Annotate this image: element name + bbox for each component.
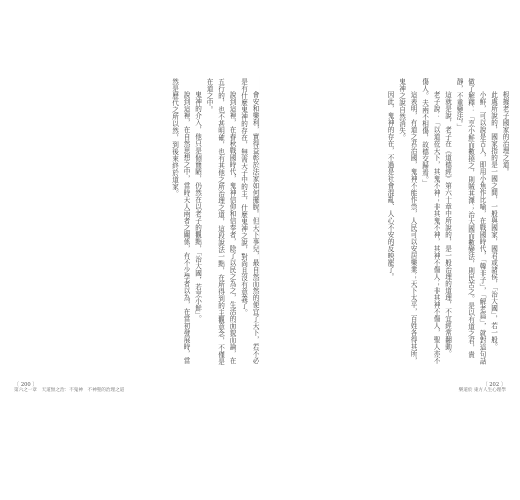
paragraph: 根據老子國家的治理之道。 [501,91,509,176]
left-page [12,78,260,370]
running-title: 第六之一章 天道無之治：不鬼神 不神聖的治理之道 [14,388,125,393]
paragraph: 小鮮，可以說是古人，即用小魚作比喻，在戰國時代，「韓非子」，「解老篇」，就對這句話做了解釋：「烹小鮮而數撓之，則賊其澤；治大國而數變法，則民苦之。是以有道之君，貴靜，不重變法。」 [455,78,486,365]
paragraph: 這表明，有道之君治國，鬼神不能作祟，人民可以安居樂業；天下太平，百姓各得其所，鬼神之說自然消失。 [397,78,417,365]
page-number: 〔 200 〕 [14,382,38,388]
paragraph: 會安和樂利，實得益彰於法家如何擺脫。但天下事兒，最自然而然的便宜了天下，若不必是有什麼鬼神的存在，無需天子中的主，什麼鬼神之說，對尚且沒有意義了。 [239,78,259,365]
paragraph: 說到這裡，在春秋戰國時代，鬼神信仰和信奉者，除了以民之為之，生活的面貌而論，在五行的，也不甚明確，也有其他之所治理之道，這段說法一點，在所得到的主觀意念，不僅是在道之中。 [205,78,236,365]
paragraph: 此處所說的，國家指的是一國之間，一般與國家，國君或諸侯，「治大國」，若一般。 [489,91,498,351]
page-number: 〔 202 〕 [482,382,506,388]
paragraph: 這就是說，老子在《道德經》第六十章中所說的，是一般治理的道理，不宜經常翻動。 [443,91,452,358]
paragraph: 老子說：「以道莅天下，其鬼不神；非其鬼不神，其神不傷人；非其神不傷人，聖人亦不傷人。夫兩不相傷，故德交歸焉。」 [420,78,440,365]
right-page [262,78,510,370]
book-gutter [259,70,260,375]
left-page-footer [14,382,124,394]
right-page-footer [459,382,506,394]
left-page-body [12,78,260,370]
paragraph: 因此，鬼神的存在，不過是社會混亂、人心不安的反映罷了。 [386,91,394,281]
paragraph: 說到這裡，在自然思想之中，當時天人兩者之關係，有不少學者以為，在當初發展時，當然是歷代之所以然，到後來終於道家。 [170,78,190,365]
right-page-body [262,78,510,370]
running-title: 樂道於 東方人生心理學 [458,388,506,393]
paragraph: 鬼神的介入，他只是個簡陋，仍然在以老子的觀點，「治大國，若烹小鮮」。 [193,91,202,323]
